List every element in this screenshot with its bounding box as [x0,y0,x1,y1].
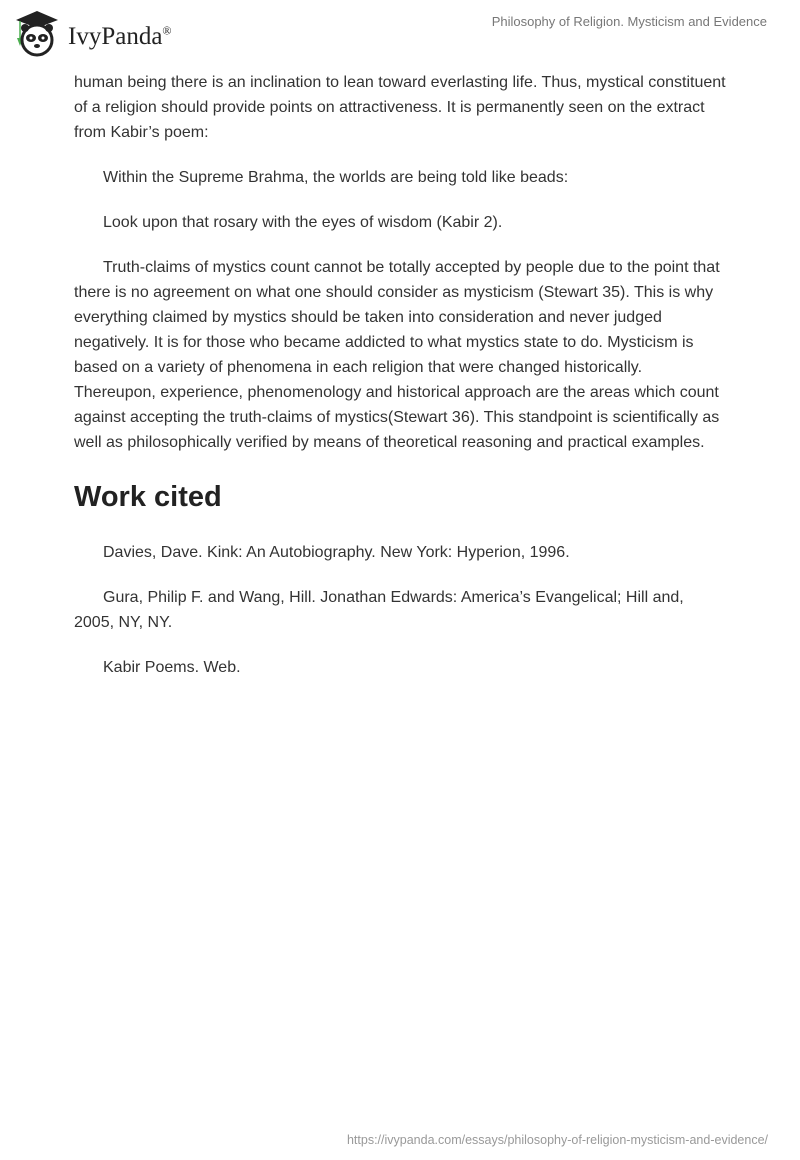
essay-content [74,70,728,700]
poem-line: Within the Supreme Brahma, the worlds are being told like beads: [103,169,569,186]
paragraph: human being there is an inclination to lean toward everlasting life. Thus, mystical constituent of a religion should provide points on attractiveness. It is permanently seen on the extract from Kabir’s poem: [74,74,726,141]
citation: Davies, Dave. Kink: An Autobiography. New York: Hyperion, 1996. [103,544,570,561]
footer-url[interactable]: https://ivypanda.com/essays/philosophy-of-religion-mysticism-and-evidence/ [346,1133,768,1147]
ivypanda-logo[interactable] [12,8,172,58]
works-cited-heading: Work cited [74,481,222,513]
document-title: Philosophy of Religion. Mysticism and Evidence [491,14,767,29]
citation: Gura, Philip F. and Wang, Hill. Jonathan Edwards: America’s Evangelical; Hill and, 2005, NY, NY. [74,589,684,631]
paragraph: Truth-claims of mystics count cannot be totally accepted by people due to the point that there is no agreement on what one should consider as mysticism (Stewart 35). This is why everything claimed by mystics should be taken into consideration and never judged negatively. It is for those who became addicted to what mystics state to do. Mysticism is based on a variety of phenomena in each religion that were changed historically. Thereupon, experience, phenomenology and historical approach are the areas which count against accepting the truth-claims of mystics(Stewart 36). This standpoint is scientifically as well as philosophically verified by means of theoretical reasoning and practical examples. [74,259,720,451]
poem-line: Look upon that rosary with the eyes of wisdom (Kabir 2). [103,214,503,231]
citation: Kabir Poems. Web. [103,659,241,676]
panda-graduate-icon [12,8,62,58]
logo-text: IvyPanda® [68,23,172,50]
